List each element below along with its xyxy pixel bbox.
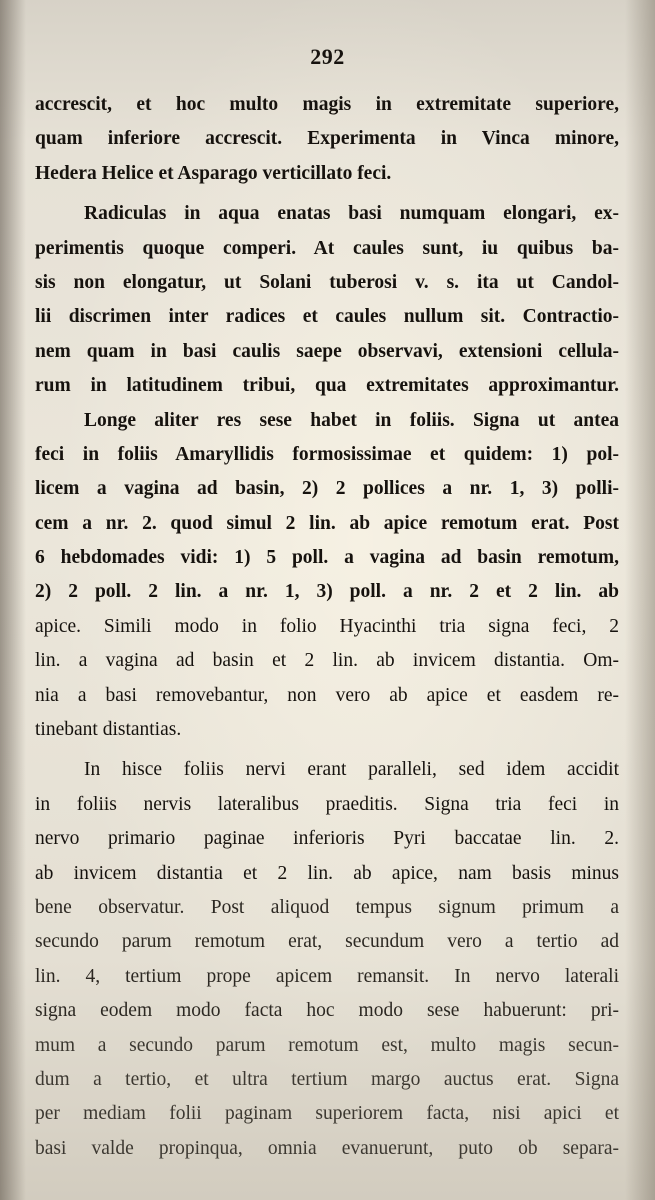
paragraph <box>35 404 619 748</box>
text-line: licem a vagina ad basin, 2) 2 pollices a nr. 1, 3) polli- <box>35 478 619 500</box>
text-line: quam inferiore accrescit. Experimenta in Vinca minore, <box>35 128 619 150</box>
text-line: cem a nr. 2. quod simul 2 lin. ab apice remotum erat. Post <box>35 512 619 534</box>
paragraph <box>35 753 619 1166</box>
text-line: nem quam in basi caulis saepe observavi, extensioni cellula- <box>35 340 619 362</box>
text-line: rum in latitudinem tribui, qua extremitates approximantur. <box>35 375 619 397</box>
text-line: 2) 2 poll. 2 lin. a nr. 1, 3) poll. a nr. 2 et 2 lin. ab <box>35 581 619 603</box>
text-line: secundo parum remotum erat, secundum vero a tertio ad <box>35 931 619 953</box>
text-line: lin. a vagina ad basin et 2 lin. ab invicem distantia. Om- <box>35 650 619 672</box>
text-line: In hisce foliis nervi erant paralleli, sed idem accidit <box>84 759 619 781</box>
paragraph <box>35 197 619 403</box>
page-number: 292 <box>310 44 345 69</box>
text-line: ab invicem distantia et 2 lin. ab apice, nam basis minus <box>35 862 619 884</box>
text-line: per mediam folii paginam superiorem facta, nisi apici et <box>35 1103 619 1125</box>
text-line: Hedera Helice et Asparago verticillato feci. <box>35 162 392 184</box>
text-line: 6 hebdomades vidi: 1) 5 poll. a vagina ad basin remotum, <box>35 547 619 569</box>
text-line: sis non elongatur, ut Solani tuberosi v. s. ita ut Candol- <box>35 271 619 293</box>
text-line: signa eodem modo facta hoc modo sese habuerunt: pri- <box>35 1000 619 1022</box>
text-line: mum a secundo parum remotum est, multo magis secun- <box>35 1034 619 1056</box>
text-line: dum a tertio, et ultra tertium margo auctus erat. Signa <box>35 1068 619 1090</box>
text-line: tinebant distantias. <box>35 719 182 741</box>
text-line: lin. 4, tertium prope apicem remansit. In nervo laterali <box>35 965 619 987</box>
body-text <box>35 88 619 1166</box>
text-line: apice. Simili modo in folio Hyacinthi tria signa feci, 2 <box>35 615 619 637</box>
text-line: basi valde propinqua, omnia evanuerunt, puto ob separa- <box>35 1137 619 1159</box>
text-line: nervo primario paginae inferioris Pyri baccatae lin. 2. <box>35 828 619 850</box>
text-line: accrescit, et hoc multo magis in extremitate superiore, <box>35 94 619 115</box>
text-line: Radiculas in aqua enatas basi numquam elongari, ex- <box>84 203 619 225</box>
text-line: Longe aliter res sese habet in foliis. Signa ut antea <box>84 409 619 431</box>
text-line: perimentis quoque comperi. At caules sunt, iu quibus ba- <box>35 237 619 259</box>
text-line: bene observatur. Post aliquod tempus signum primum a <box>35 896 619 918</box>
text-line: in foliis nervis lateralibus praeditis. Signa tria feci in <box>35 793 619 815</box>
text-line: nia a basi removebantur, non vero ab apice et easdem re- <box>35 684 619 706</box>
text-line: lii discrimen inter radices et caules nullum sit. Contractio- <box>35 306 619 328</box>
text-line: feci in foliis Amaryllidis formosissimae et quidem: 1) pol- <box>35 443 619 465</box>
paragraph <box>35 88 619 191</box>
